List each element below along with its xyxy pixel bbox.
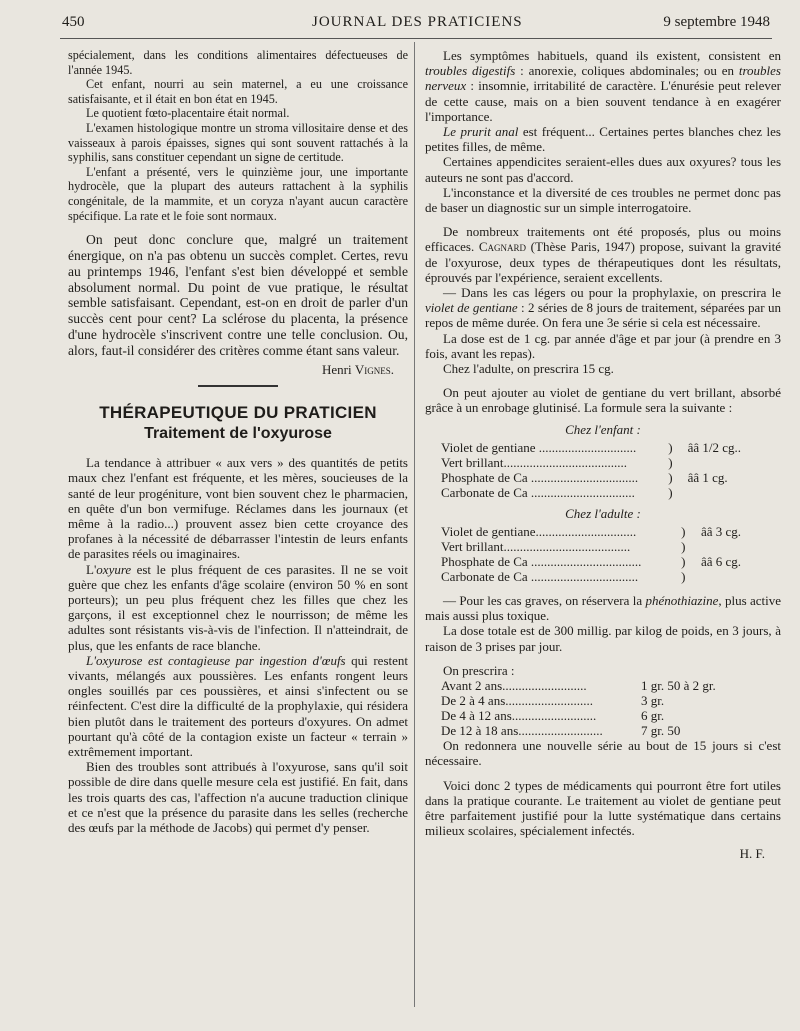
section-title: THÉRAPEUTIQUE DU PRATICIEN [99, 402, 377, 422]
article-title: Traitement de l'oxyurose [144, 424, 332, 442]
formula-row [441, 455, 741, 470]
posology-dose: 7 gr. 50 [641, 723, 681, 739]
right-column [425, 48, 781, 862]
formula-row [441, 539, 741, 554]
adult-formula-heading: Chez l'adulte : [565, 505, 641, 521]
paragraph: L'inconstance et la diversité de ces troubles ne permet donc pas de baser un diagnostic sur un simple interrogatoire. [425, 184, 781, 216]
header-rule [60, 38, 772, 39]
brace-mark: ) [681, 569, 686, 585]
dose [674, 485, 741, 500]
adult-formula-table [441, 524, 741, 584]
dose: ââ 3 cg. [700, 524, 741, 540]
author-signature: Henri Vignes. [322, 361, 394, 377]
dose: ââ 1 cg. [687, 469, 728, 485]
posology-row [441, 708, 716, 723]
paragraph: La dose est de 1 cg. par année d'âge et par jour (à prendre en 3 fois, avant les repas). [425, 330, 781, 361]
paragraph: L'oxyure est le plus fréquent de ces parasites. Il ne se voit guère que chez les enfants d'âge scolaire (environ 50 % en sont porteurs); un peu plus fréquent chez les filles que chez les garçons, il est exceptionnel chez le nourrisson; de même les adultes sont résistants vis-à-vis de l'infection. Il n'atteindrait, de plus, que les enfants de race blanche. [68, 561, 408, 653]
paragraph: L'examen histologique montre un stroma villositaire dense et des vaisseaux à parois épaisses, signes qui sont souvent rattachés à la syphilis, sans constituer cependant un signe de certitude. [68, 120, 408, 165]
page-number: 450 [62, 14, 85, 30]
paragraph: Le prurit anal est fréquent... Certaines pertes blanches chez les petites filles, de même. [425, 124, 781, 155]
case-report-continuation [68, 48, 408, 223]
age-range: Avant 2 ans.......................... [441, 678, 587, 694]
left-column [68, 48, 408, 835]
posology-row [441, 678, 716, 693]
ingredient: Vert brillant....................................... [441, 539, 631, 555]
formula-row [441, 524, 741, 539]
ingredient: Vert brillant...................................... [441, 454, 627, 470]
ingredient: Carbonate de Ca ................................. [441, 569, 639, 585]
ingredient: Phosphate de Ca ................................. [441, 469, 639, 485]
brace-mark: ) [668, 454, 673, 470]
posology-row [441, 723, 716, 738]
paragraph: Le quotient fœto-placentaire était normal. [86, 106, 290, 121]
paragraph: L'enfant a présenté, vers le quinzième jour, une importante hydrocèle, que la plupart des auteurs rattachent à la syphilis congénitale, de la mammite, et un coryza n'ayant aucun caractère spécifique. La rate et le foie sont normaux. [68, 164, 408, 223]
formula-row [441, 470, 741, 485]
dose: ââ 1/2 cg.. [687, 439, 741, 455]
paragraph: De nombreux traitements ont été proposés, plus ou moins efficaces. Cagnard (Thèse Paris, 1947) propose, suivant la gravité de l'oxyurose, deux types de thérapeutiques dont les résultats, éprouvés par l'expérience, seraient excellents. [425, 224, 781, 285]
paragraph: — Pour les cas graves, on réservera la phénothiazine, plus active mais aussi plus toxique. [425, 593, 781, 624]
formula-row [441, 485, 741, 500]
section-separator [198, 385, 278, 387]
age-range: De 2 à 4 ans........................... [441, 693, 594, 709]
column-divider [414, 42, 415, 1007]
brace-mark: ) [668, 484, 673, 500]
paragraph: La dose totale est de 300 millig. par kilog de poids, en 3 jours, à raison de 3 prises par jour. [425, 623, 781, 654]
journal-title: JOURNAL DES PRATICIENS [312, 14, 523, 30]
ingredient: Carbonate de Ca ................................ [441, 484, 635, 500]
paragraph: — Dans les cas légers ou pour la prophylaxie, on prescrira le violet de gentiane : 2 séries de 8 jours de traitement, séparées par un repos de même durée. On fera une 3e série si cela est nécessaire. [425, 285, 781, 331]
child-formula-heading: Chez l'enfant : [565, 421, 641, 437]
issue-date: 9 septembre 1948 [663, 14, 770, 30]
dose [674, 455, 741, 470]
dose [687, 539, 741, 554]
posology-dose: 1 gr. 50 à 2 gr. [641, 678, 716, 694]
paragraph: Cet enfant, nourri au sein maternel, a eu une croissance satisfaisante, et il était en bon état en 1945. [68, 77, 408, 106]
posology-dose: 3 gr. [641, 693, 665, 709]
formula-row [441, 440, 741, 455]
formula-row [441, 569, 741, 584]
brace-mark: ) [681, 524, 686, 540]
paragraph: Les symptômes habituels, quand ils existent, consistent en troubles digestifs : anorexie, coliques abdominales; ou en troubles nerveux : insomnie, irritabilité de caractère. L'énurésie peut relever de cette cause, mais on a bien souvent tendance à en exagérer l'importance. [425, 48, 781, 124]
dose [687, 569, 741, 584]
paragraph: La tendance à attribuer « aux vers » des quantités de petits maux chez l'enfant est fréquente, et les mères, soucieuses de la santé de leur progéniture, vont bien souvent chez le pharmacien, en quête d'un bon vermifuge. Réclames dans les journaux (et même à la radio...) prouvent assez bien cette croyance des profanes à la nécessité de débarrasser l'intestin de leurs enfants de parasites réels ou imaginaires. [68, 455, 408, 562]
author-initials: H. F. [739, 846, 765, 862]
age-range: De 12 à 18 ans.......................... [441, 723, 603, 739]
formula-row [441, 554, 741, 569]
posology-dose: 6 gr. [641, 708, 665, 724]
brace-mark: ) [681, 554, 686, 570]
ingredient: Phosphate de Ca .................................. [441, 554, 642, 570]
posology-table [441, 678, 716, 738]
brace-mark: ) [681, 539, 686, 555]
age-range: De 4 à 12 ans.......................... [441, 708, 597, 724]
conclusion-paragraph: On peut donc conclure que, malgré un traitement énergique, on n'a pas obtenu un succès complet. Certes, revu au printemps 1946, l'enfant s'est bien développé et semble absolument normal. Du point de vue pratique, le résultat semble satisfaisant. Cependant, est-on en droit de parler d'un succès cent pour cent? La sclérose du placenta, la présence d'une hydrocèle s'inscrivent contre une telle conclusion. Ou, alors, faut-il considérer des critères comme étant sans valeur. [68, 232, 408, 358]
page-header [62, 12, 770, 36]
paragraph: spécialement, dans les conditions alimentaires défectueuses de l'année 1945. [68, 48, 408, 77]
paragraph: Certaines appendicites seraient-elles dues aux oxyures? tous les auteurs ne sont pas d'accord. [425, 154, 781, 185]
dose: ââ 6 cg. [700, 554, 741, 570]
paragraph: Chez l'adulte, on prescrira 15 cg. [443, 361, 614, 377]
paragraph: L'oxyurose est contagieuse par ingestion d'œufs qui restent vivants, mélangés aux poussières. Les enfants rongent leurs ongles souillés par ces poussières, et ainsi s'infectent ou se réinfectent. C'est dire la difficulté de la prophylaxie, qui résidera bien plutôt dans le traitement des porteurs d'oxyures. On admet pourtant qu'à côté de la contagion existe un facteur « terrain » extrêmement important. [68, 652, 409, 759]
paragraph: Voici donc 2 types de médicaments qui pourront être fort utiles dans la pratique courante. Le traitement au violet de gentiane peut être parfaitement justifié pour la lutte systématique dans certains milieux scolaires, spécialement infectés. [425, 777, 781, 839]
paragraph: Bien des troubles sont attribués à l'oxyurose, sans qu'il soit possible de dire dans quelle mesure cela est justifié. En fait, dans les trois quarts des cas, l'affection n'a aucune traduction clinique et ce n'est que la présence du parasite dans les selles (recherche des œufs par la méthode de Jacobs) qui permet d'y penser. [68, 759, 408, 835]
paragraph: On redonnera une nouvelle série au bout de 15 jours si c'est nécessaire. [425, 738, 781, 769]
brace-mark: ) [668, 469, 673, 485]
child-formula-table [441, 440, 741, 500]
posology-row [441, 693, 716, 708]
brace-mark: ) [668, 439, 673, 455]
paragraph: On peut ajouter au violet de gentiane du vert brillant, absorbé grâce à un enrobage glutinisé. La formule sera la suivante : [425, 385, 781, 416]
prescribe-label: On prescrira : [443, 662, 515, 678]
ingredient: Violet de gentiane .............................. [441, 439, 637, 455]
ingredient: Violet de gentiane............................... [441, 524, 637, 540]
